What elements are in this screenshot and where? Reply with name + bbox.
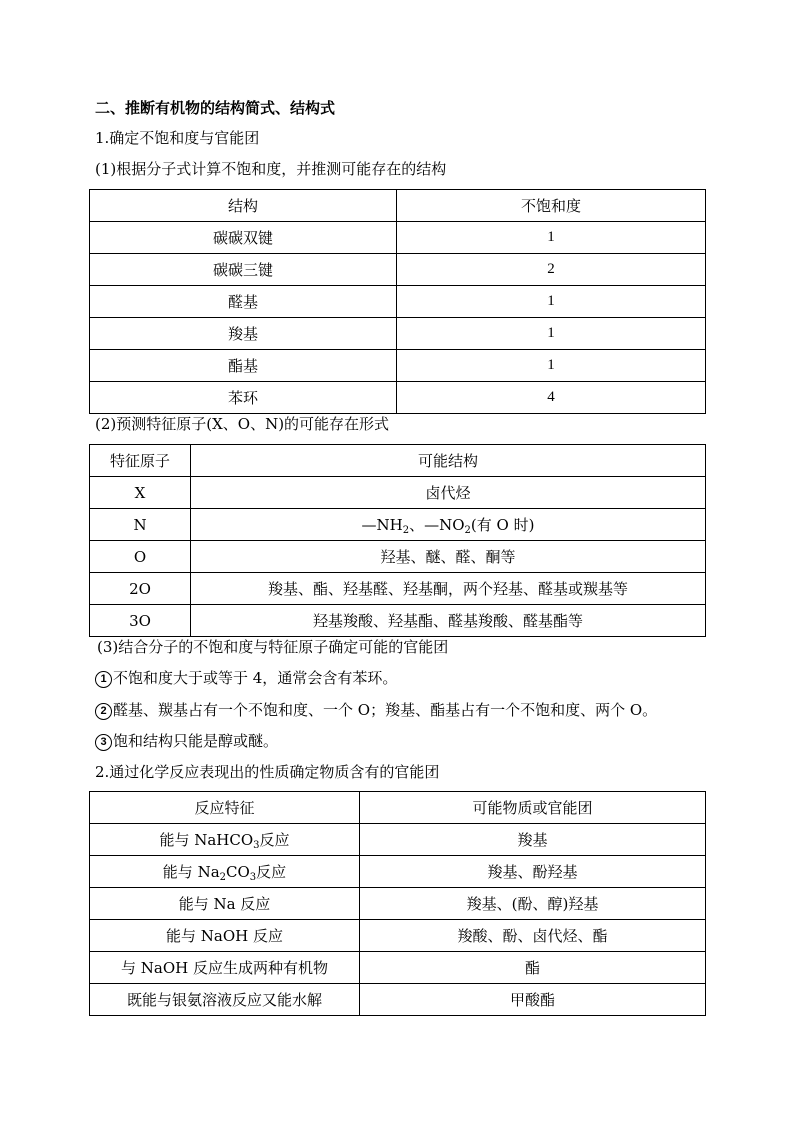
circled-number-1-icon: 1 [95, 671, 112, 688]
part-1-title: (1)根据分子式计算不饱和度，并推测可能存在的结构 [95, 160, 447, 178]
unsaturation-table [89, 189, 706, 414]
unsaturation-cell: 2 [397, 254, 706, 286]
table-row [90, 222, 706, 254]
structure-cell: 羟基、醚、醛、酮等 [191, 541, 706, 573]
structure-cell: $—NH_2$、$—NO_2$(有 O 时) [191, 509, 706, 541]
reaction-cell: 能与 NaHCO$_3$反应 [90, 824, 360, 856]
table-row [90, 888, 706, 920]
column-header: 特征原子 [90, 445, 191, 477]
table-row [90, 541, 706, 573]
column-header: 不饱和度 [397, 190, 706, 222]
reaction-cell: 既能与银氨溶液反应又能水解 [90, 984, 360, 1016]
unsaturation-cell: 1 [397, 222, 706, 254]
table-row [90, 382, 706, 414]
structure-cell: 苯环 [90, 382, 397, 414]
table-header-row [90, 190, 706, 222]
subsection-1-title: 1.确定不饱和度与官能团 [95, 129, 260, 147]
reaction-cell: 能与 NaOH 反应 [90, 920, 360, 952]
structure-cell: 碳碳双键 [90, 222, 397, 254]
table-row [90, 984, 706, 1016]
table-row [90, 856, 706, 888]
structure-cell: 酯基 [90, 350, 397, 382]
table-row [90, 920, 706, 952]
section-heading: 二、推断有机物的结构简式、结构式 [95, 99, 336, 117]
table-header-row [90, 445, 706, 477]
unsaturation-cell: 1 [397, 318, 706, 350]
atom-cell: 2O [90, 573, 191, 605]
structure-cell: 碳碳三键 [90, 254, 397, 286]
atom-cell: 3O [90, 605, 191, 637]
table-row [90, 824, 706, 856]
circled-number-3-icon: 3 [95, 734, 112, 751]
table-row [90, 286, 706, 318]
group-cell: 羧基、酚羟基 [360, 856, 706, 888]
group-cell: 羧酸、酚、卤代烃、酯 [360, 920, 706, 952]
group-cell: 甲酸酯 [360, 984, 706, 1016]
circled-number-2-icon: 2 [95, 703, 112, 720]
group-cell: 酯 [360, 952, 706, 984]
atom-cell: N [90, 509, 191, 541]
reaction-cell: 能与 Na 反应 [90, 888, 360, 920]
column-header: 结构 [90, 190, 397, 222]
point-1: 1 不饱和度大于或等于 4，通常会含有苯环。 [95, 668, 397, 688]
structure-cell: 羧基、酯、羟基醛、羟基酮，两个羟基、醛基或羰基等 [191, 573, 706, 605]
table-row [90, 605, 706, 637]
table-row [90, 477, 706, 509]
atom-cell: X [90, 477, 191, 509]
point-3: 3 饱和结构只能是醇或醚。 [95, 731, 278, 751]
table-row [90, 952, 706, 984]
subsection-2-title: 2.通过化学反应表现出的性质确定物质含有的官能团 [95, 763, 440, 781]
column-header: 反应特征 [90, 792, 360, 824]
reaction-cell: 能与 $Na_2CO_3$反应 [90, 856, 360, 888]
reaction-cell: 与 NaOH 反应生成两种有机物 [90, 952, 360, 984]
atom-cell: O [90, 541, 191, 573]
column-header: 可能物质或官能团 [360, 792, 706, 824]
table-row [90, 318, 706, 350]
column-header: 可能结构 [191, 445, 706, 477]
table-header-row [90, 792, 706, 824]
group-cell: 羧基 [360, 824, 706, 856]
part-2-title: (2)预测特征原子(X、O、N)的可能存在形式 [95, 415, 390, 433]
point-2: 2 醛基、羰基占有一个不饱和度、一个 O；羧基、酯基占有一个不饱和度、两个 O。 [95, 700, 657, 720]
table-row [90, 573, 706, 605]
reaction-table [89, 791, 706, 1016]
structure-cell: 醛基 [90, 286, 397, 318]
group-cell: 羧基、(酚、醇)羟基 [360, 888, 706, 920]
unsaturation-cell: 1 [397, 286, 706, 318]
part-3-title: (3)结合分子的不饱和度与特征原子确定可能的官能团 [97, 638, 449, 656]
atom-table [89, 444, 706, 637]
table-row [90, 350, 706, 382]
structure-cell: 卤代烃 [191, 477, 706, 509]
structure-cell: 羧基 [90, 318, 397, 350]
structure-cell: 羟基羧酸、羟基酯、醛基羧酸、醛基酯等 [191, 605, 706, 637]
table-row [90, 509, 706, 541]
table-row [90, 254, 706, 286]
unsaturation-cell: 1 [397, 350, 706, 382]
unsaturation-cell: 4 [397, 382, 706, 414]
